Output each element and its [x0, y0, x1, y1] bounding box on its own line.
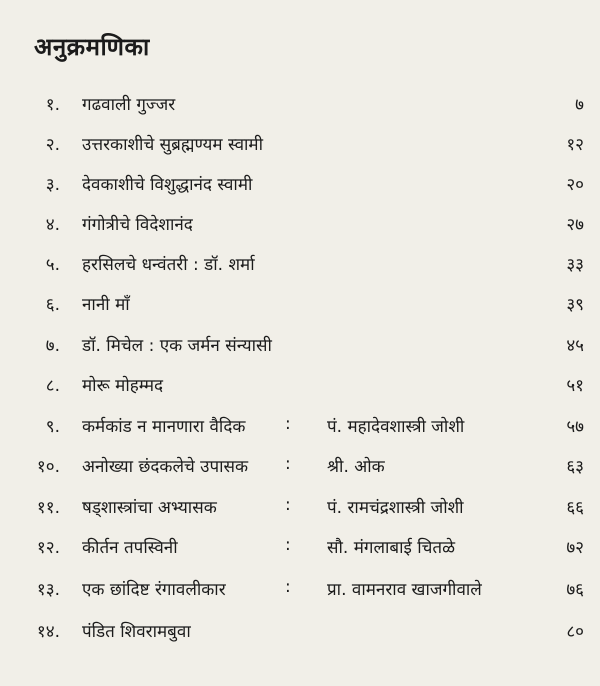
toc-entry [0, 535, 600, 567]
entry-number: ५. [45, 255, 60, 275]
toc-entry [0, 333, 600, 365]
entry-number: ३. [45, 175, 60, 195]
toc-entry [0, 92, 600, 124]
entry-title: पंडित शिवरामबुवा [82, 622, 191, 642]
entry-page: ७६ [566, 580, 584, 600]
entry-author: पं. रामचंद्रशास्त्री जोशी [327, 498, 464, 518]
entry-page: २० [566, 175, 584, 195]
entry-number: ९. [45, 417, 60, 437]
entry-page: ३३ [566, 255, 584, 275]
entry-number: १४. [36, 622, 60, 642]
toc-entry [0, 132, 600, 164]
toc-entry [0, 577, 600, 609]
entry-number: १०. [36, 457, 60, 477]
entry-author: सौ. मंगलाबाई चितळे [327, 538, 456, 558]
entry-title: हरसिलचे धन्वंतरी : डॉ. शर्मा [82, 255, 255, 275]
entry-separator: : [285, 535, 291, 555]
entry-separator: : [285, 577, 291, 597]
entry-title: षड्शास्त्रांचा अभ्यासक [82, 498, 217, 518]
entry-title: एक छांदिष्ट रंगावलीकार [82, 580, 226, 600]
entry-title: अनोख्या छंदकलेचे उपासक [82, 457, 249, 477]
entry-number: १३. [36, 580, 60, 600]
toc-entry [0, 373, 600, 405]
entry-number: २. [45, 135, 60, 155]
entry-title: गढवाली गुज्जर [82, 95, 176, 115]
entry-title: डॉ. मिचेल : एक जर्मन संन्यासी [82, 336, 272, 356]
entry-number: ७. [45, 336, 60, 356]
entry-number: १२. [36, 538, 60, 558]
entry-page: ५१ [566, 376, 584, 396]
entry-page: ६६ [566, 498, 584, 518]
entry-title: कीर्तन तपस्विनी [82, 538, 178, 558]
page-title: अनुक्रमणिका [34, 33, 150, 61]
entry-title: कर्मकांड न मानणारा वैदिक [82, 417, 246, 437]
entry-title: गंगोत्रीचे विदेशानंद [82, 215, 193, 235]
toc-entry [0, 495, 600, 527]
entry-page: १२ [566, 135, 584, 155]
entry-page: २७ [566, 215, 584, 235]
entry-title: नानी माँ [82, 295, 130, 315]
entry-page: ४५ [566, 336, 584, 356]
entry-title: मोरू मोहम्मद [82, 376, 164, 396]
entry-number: १. [45, 95, 60, 115]
entry-title: उत्तरकाशीचे सुब्रह्मण्यम स्वामी [82, 135, 263, 155]
toc-entry [0, 292, 600, 324]
entry-page: ८० [566, 622, 584, 642]
toc-entry [0, 212, 600, 244]
entry-page: ७२ [566, 538, 584, 558]
entry-number: ११. [36, 498, 60, 518]
entry-title: देवकाशीचे विशुद्धानंद स्वामी [82, 175, 253, 195]
entry-page: ५७ [566, 417, 584, 437]
toc-entry [0, 414, 600, 446]
entry-number: ६. [45, 295, 60, 315]
toc-entry [0, 454, 600, 486]
entry-separator: : [285, 495, 291, 515]
entry-number: ८. [45, 376, 60, 396]
entry-author: पं. महादेवशास्त्री जोशी [327, 417, 465, 437]
entry-separator: : [285, 454, 291, 474]
entry-page: ६३ [566, 457, 584, 477]
toc-entry [0, 252, 600, 284]
entry-page: ३९ [566, 295, 584, 315]
entry-page: ७ [575, 95, 584, 115]
entry-author: प्रा. वामनराव खाजगीवाले [327, 580, 482, 600]
toc-entry [0, 172, 600, 204]
entry-author: श्री. ओक [327, 457, 385, 477]
entry-separator: : [285, 414, 291, 434]
entry-number: ४. [45, 215, 60, 235]
toc-entry [0, 619, 600, 651]
